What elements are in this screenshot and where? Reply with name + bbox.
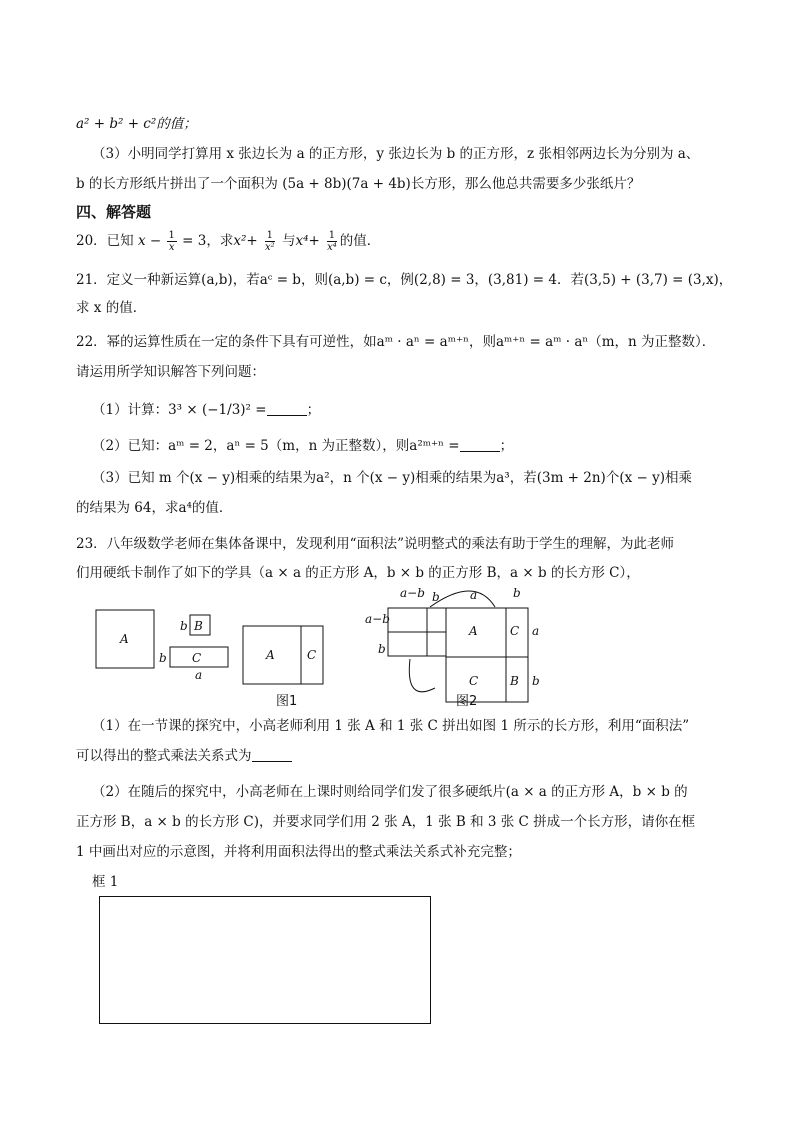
q22-1: （1）计算：3³ × (−1/3)² = ； [92, 402, 321, 418]
label-a-top: a [470, 588, 478, 602]
label-B1: B [194, 619, 203, 633]
label-b-topright: b [513, 586, 521, 600]
figure-tiles [90, 585, 550, 710]
q20: 20．已知 x − $\frac{1}{x}$ = 3，求x²+ $\frac{1}{\text{x²}}$ 与x⁴+ $\frac{1}{\text{x⁴}}$ 的值． [76, 230, 381, 253]
fig2-arrow-bottom [409, 659, 435, 692]
label-b-left: b [378, 642, 386, 656]
q22a: 22．幂的运算性质在一定的条件下具有可逆性，如aᵐ · aⁿ = aᵐ⁺ⁿ，则aᵐ⁺ⁿ = aᵐ · aⁿ（m，n 为正整数）． [76, 334, 716, 350]
label-b-right: b [532, 674, 540, 688]
q21b: 求 x 的值． [76, 300, 147, 316]
label-C2: C [307, 648, 317, 662]
label-A2: A [266, 648, 275, 662]
label-C1: C [192, 651, 202, 665]
label-b-top: b [432, 590, 440, 604]
label-A1: A [120, 632, 129, 646]
line-1: a² + b² + c²的值； [76, 116, 197, 132]
label-a-right: a [532, 624, 540, 638]
q22-3b: 的结果为 64，求a⁴的值． [76, 500, 233, 516]
label-C3: C [510, 624, 520, 638]
q23-2c: 1 中画出对应的示意图，并将利用面积法得出的整式乘法关系式补充完整； [76, 844, 521, 860]
q22-3a: （3）已知 m 个(x − y)相乘的结果为a²，n 个(x − y)相乘的结果为a³，若(3m + 2n)个(x − y)相乘 [92, 470, 692, 486]
section-heading: 四、解答题 [76, 203, 152, 221]
label-C4: C [469, 674, 479, 688]
label-b2: b [159, 651, 167, 665]
q22-2: （2）已知：aᵐ = 2，aⁿ = 5（m，n 为正整数），则a²ᵐ⁺ⁿ = ； [92, 438, 514, 454]
line-q19-3a: （3）小明同学打算用 x 张边长为 a 的正方形，y 张边长为 b 的正方形，z 张相邻两边长为分别为 a、 [92, 146, 700, 162]
fig2-caption: 图2 [456, 694, 478, 709]
frame-label: 框 1 [92, 874, 119, 890]
q23a: 23．八年级数学老师在集体备课中，发现利用“面积法”说明整式的乘法有助于学生的理解，为此老师 [76, 536, 674, 552]
q22b: 请运用所学知识解答下列问题： [76, 364, 265, 380]
label-a1: a [195, 668, 203, 682]
label-amb-top: a−b [400, 586, 425, 600]
fig1-caption: 图1 [276, 694, 298, 709]
q23-2b: 正方形 B，a × b 的长方形 C)，并要求同学们用 2 张 A，1 张 B 和 3 张 C 拼成一个长方形，请你在框 [76, 814, 696, 830]
label-A3: A [469, 624, 478, 638]
label-b1: b [180, 619, 188, 633]
frame-1-box [99, 896, 431, 1024]
line-q19-3b: b 的长方形纸片拼出了一个面积为 (5a + 8b)(7a + 4b)长方形，那么他总共需要多少张纸片？ [76, 176, 641, 192]
label-amb-left: a−b [365, 612, 390, 626]
q21a: 21．定义一种新运算(a,b)，若aᶜ = b，则(a,b) = c，例(2,8) = 3，(3,81) = 4．若(3,5) + (3,7) = (3,x)， [76, 272, 733, 288]
q23b: 们用硬纸卡制作了如下的学具（a × a 的正方形 A，b × b 的正方形 B，a × b 的长方形 C）， [76, 565, 640, 581]
q23-1a: （1）在一节课的探究中，小高老师利用 1 张 A 和 1 张 C 拼出如图 1 所示的长方形，利用“面积法” [92, 718, 690, 734]
q23-1b: 可以得出的整式乘法关系式为 [76, 746, 292, 766]
label-B3: B [510, 674, 519, 688]
q23-2a: （2）在随后的探究中，小高老师在上课时则给同学们发了很多硬纸片(a × a 的正方形 A，b × b 的 [92, 784, 688, 800]
fig2-arrow-top [430, 591, 495, 607]
